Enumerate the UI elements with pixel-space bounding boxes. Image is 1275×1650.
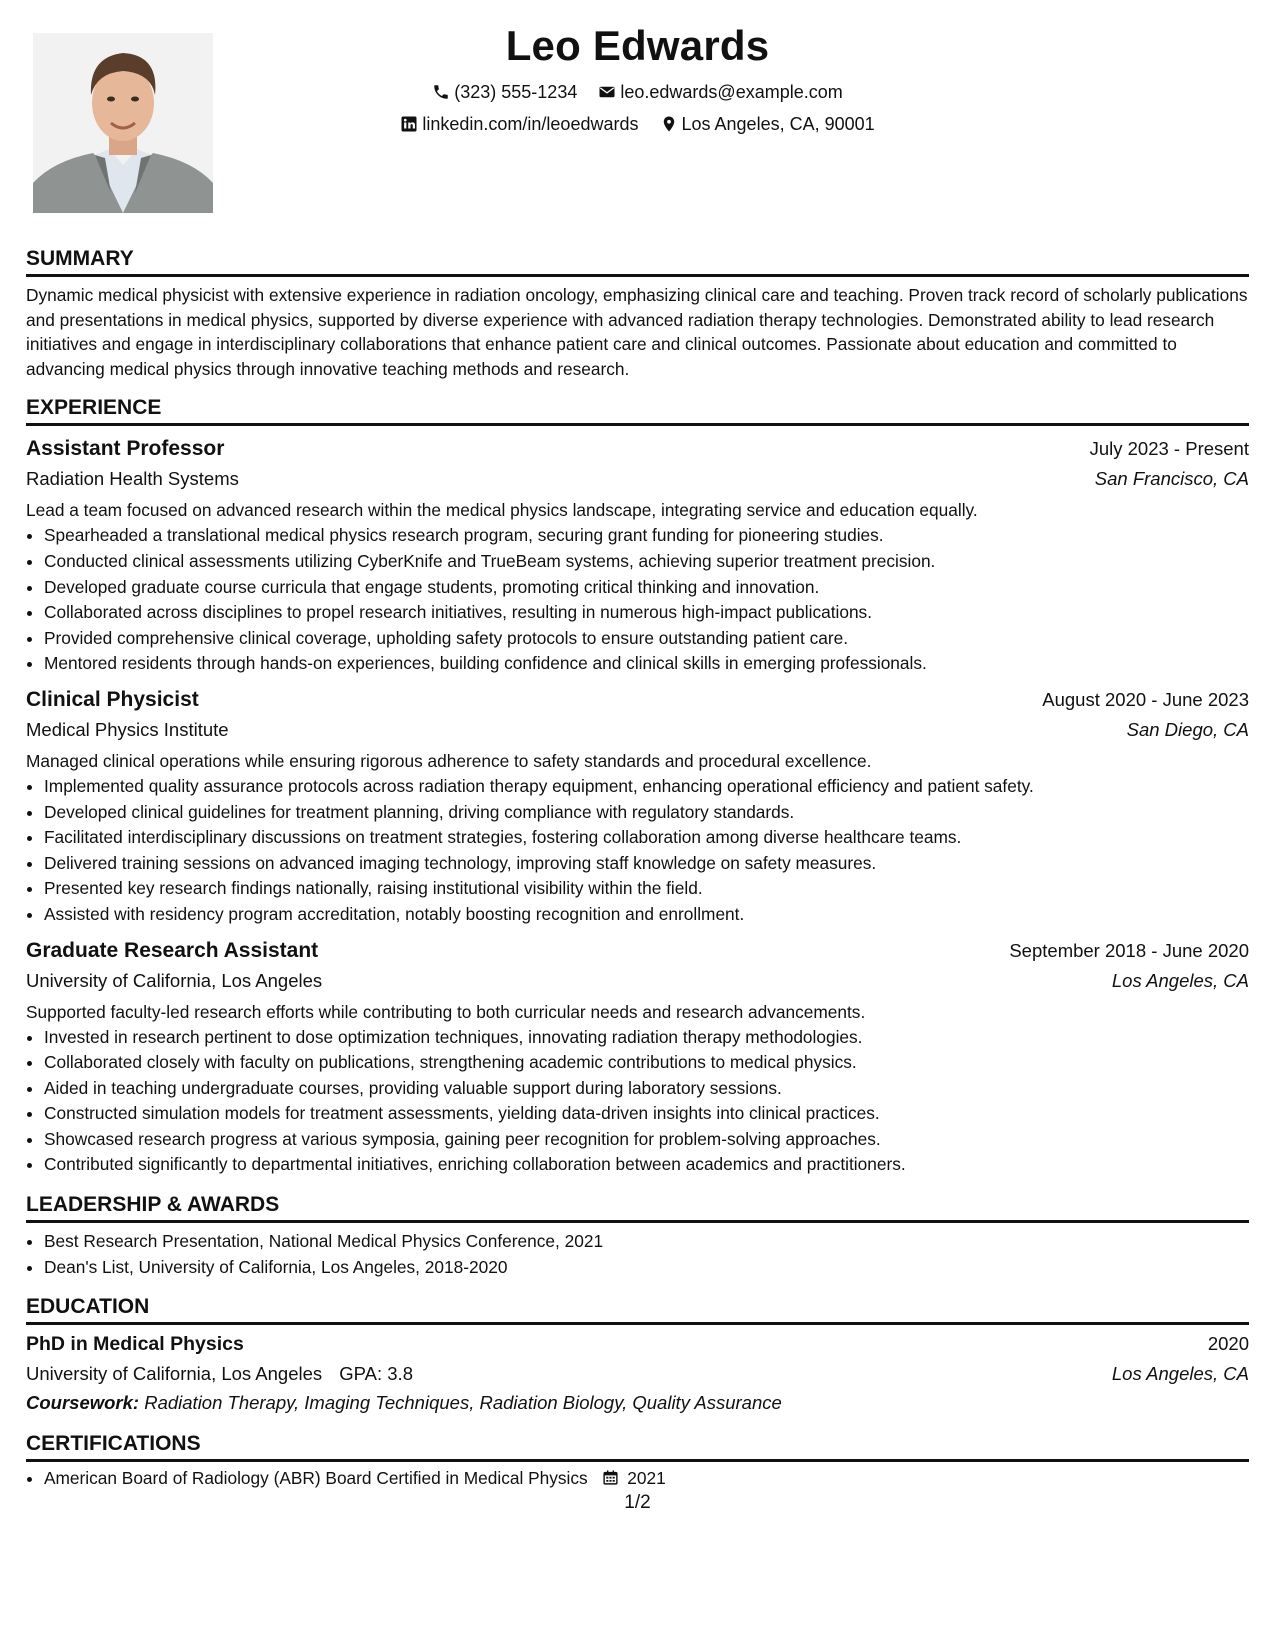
- bullet-item: • Invested in research pertinent to dose optimization techniques, innovating radiation therapy methodologies.: [44, 1025, 1249, 1051]
- bullet-item: • Aided in teaching undergraduate courses, providing valuable support during laboratory sessions.: [44, 1076, 1249, 1102]
- job-date: September 2018 - June 2020: [1009, 939, 1249, 961]
- bullet-item: • Presented key research findings nationally, raising institutional visibility within the field.: [44, 876, 1249, 902]
- phone-contact[interactable]: [432, 80, 577, 104]
- job-organization: Radiation Health Systems: [26, 468, 239, 490]
- job-organization: University of California, Los Angeles: [26, 969, 323, 991]
- envelope-icon: [598, 83, 616, 101]
- section-title-education: EDUCATION: [26, 1294, 1249, 1325]
- job-entry: [26, 936, 1249, 1179]
- email-contact[interactable]: [598, 80, 842, 104]
- certification-year: 2021: [627, 1468, 666, 1489]
- section-title-leadership: LEADERSHIP & AWARDS: [26, 1192, 1249, 1223]
- page-number: 1/2: [624, 1492, 651, 1513]
- candidate-name: Leo Edwards: [505, 22, 770, 69]
- summary-section: [26, 246, 1249, 381]
- section-title-summary: SUMMARY: [26, 246, 1249, 277]
- bullet-item: • Implemented quality assurance protocols across radiation therapy equipment, enhancing operational efficiency and patient safety.: [44, 774, 1249, 800]
- job-bullets: [26, 523, 1249, 677]
- gpa-text: GPA: 3.8: [339, 1363, 413, 1385]
- certification-name: American Board of Radiology (ABR) Board Certified in Medical Physics: [44, 1468, 588, 1489]
- job-title: Assistant Professor: [26, 437, 225, 461]
- bullet-item: • Assisted with residency program accreditation, notably boosting recognition and enrollment.: [44, 902, 1249, 928]
- location-contact: [660, 112, 875, 136]
- coursework-label: Coursework:: [26, 1392, 140, 1414]
- bullet-item: • Developed clinical guidelines for treatment planning, driving compliance with regulatory standards.: [44, 800, 1249, 826]
- bullet-item: • Constructed simulation models for treatment assessments, yielding data-driven insights into clinical practices.: [44, 1101, 1249, 1127]
- job-description: Supported faculty-led research efforts while contributing to both curricular needs and research advancements.: [26, 1001, 866, 1022]
- job-entry: [26, 434, 1249, 677]
- job-date: August 2020 - June 2023: [1042, 688, 1249, 710]
- job-title: Graduate Research Assistant: [26, 938, 319, 962]
- school-name: University of California, Los Angeles: [26, 1363, 323, 1385]
- job-entry: [26, 685, 1249, 928]
- job-title: Clinical Physicist: [26, 687, 199, 711]
- bullet-item: • Conducted clinical assessments utilizing CyberKnife and TrueBeam systems, achieving superior treatment precision.: [44, 549, 1249, 575]
- job-location: San Diego, CA: [1126, 718, 1249, 740]
- leadership-list: [26, 1229, 1249, 1280]
- summary-text: Dynamic medical physicist with extensive experience in radiation oncology, emphasizing clinical care and teaching. Proven track record of scholarly publications and presentations in medical physics, supported by diverse experience with advanced radiation therapy technologies. Demonstrated ability to lead research initiatives and engage in interdisciplinary collaborations that enhance patient care and clinical outcomes. Passionate about education and committed to advancing medical physics through innovative teaching methods and research.: [26, 285, 1248, 379]
- award-item: • Dean's List, University of California, Los Angeles, 2018-2020: [44, 1255, 1249, 1281]
- certifications-section: [26, 1431, 1249, 1492]
- degree-year: 2020: [1207, 1333, 1249, 1355]
- email-text: leo.edwards@example.com: [620, 82, 843, 102]
- job-bullets: [26, 774, 1249, 928]
- bullet-item: • Developed graduate course curricula that engage students, promoting critical thinking and innovation.: [44, 575, 1249, 601]
- phone-text: (323) 555-1234: [454, 82, 578, 102]
- bullet-item: • Spearheaded a translational medical physics research program, securing grant funding for pioneering studies.: [44, 523, 1249, 549]
- certification-list: [26, 1466, 1249, 1492]
- leadership-section: [26, 1192, 1249, 1280]
- phone-icon: [432, 83, 450, 101]
- certification-item: [44, 1466, 1249, 1492]
- bullet-item: • Delivered training sessions on advanced imaging technology, improving staff knowledge on safety measures.: [44, 851, 1249, 877]
- award-item: • Best Research Presentation, National Medical Physics Conference, 2021: [44, 1229, 1249, 1255]
- school-line: [26, 1359, 413, 1389]
- job-description: Managed clinical operations while ensuring rigorous adherence to safety standards and procedural excellence.: [26, 750, 872, 771]
- degree-title: PhD in Medical Physics: [26, 1333, 244, 1356]
- linkedin-contact[interactable]: [400, 112, 638, 136]
- coursework-text: Radiation Therapy, Imaging Techniques, Radiation Biology, Quality Assurance: [144, 1392, 782, 1414]
- section-title-certifications: CERTIFICATIONS: [26, 1431, 1249, 1462]
- map-pin-icon: [660, 115, 678, 133]
- contact-line-1: [0, 80, 1275, 107]
- job-location: San Francisco, CA: [1094, 468, 1249, 490]
- bullet-item: • Mentored residents through hands-on experiences, building confidence and clinical skills in emerging professionals.: [44, 651, 1249, 677]
- linkedin-icon: [400, 115, 418, 133]
- bullet-item: • Facilitated interdisciplinary discussions on treatment strategies, fostering collaboration among diverse healthcare teams.: [44, 825, 1249, 851]
- job-location: Los Angeles, CA: [1111, 969, 1249, 991]
- linkedin-text: linkedin.com/in/leoedwards: [422, 114, 639, 134]
- bullet-item: • Collaborated across disciplines to propel research initiatives, resulting in numerous high-impact publications.: [44, 600, 1249, 626]
- bullet-item: • Collaborated closely with faculty on publications, strengthening academic contributions to medical physics.: [44, 1050, 1249, 1076]
- section-title-experience: EXPERIENCE: [26, 395, 1249, 426]
- bullet-item: • Showcased research progress at various symposia, gaining peer recognition for problem-solving approaches.: [44, 1127, 1249, 1153]
- contact-line-2: [0, 112, 1275, 139]
- school-location: Los Angeles, CA: [1111, 1363, 1249, 1385]
- job-organization: Medical Physics Institute: [26, 718, 229, 740]
- experience-section: [26, 395, 1249, 1178]
- bullet-item: • Contributed significantly to departmental initiatives, enriching collaboration between academics and practitioners.: [44, 1152, 1249, 1178]
- resume-content: [26, 246, 1249, 1492]
- job-date: July 2023 - Present: [1089, 438, 1249, 460]
- job-bullets: [26, 1025, 1249, 1179]
- education-section: [26, 1294, 1249, 1417]
- job-description: Lead a team focused on advanced research within the medical physics landscape, integrating service and education equally.: [26, 500, 978, 521]
- calendar-icon: [602, 1469, 619, 1486]
- bullet-item: • Provided comprehensive clinical coverage, upholding safety protocols to ensure outstanding patient care.: [44, 626, 1249, 652]
- coursework-line: [26, 1389, 1249, 1417]
- location-text: Los Angeles, CA, 90001: [681, 114, 875, 134]
